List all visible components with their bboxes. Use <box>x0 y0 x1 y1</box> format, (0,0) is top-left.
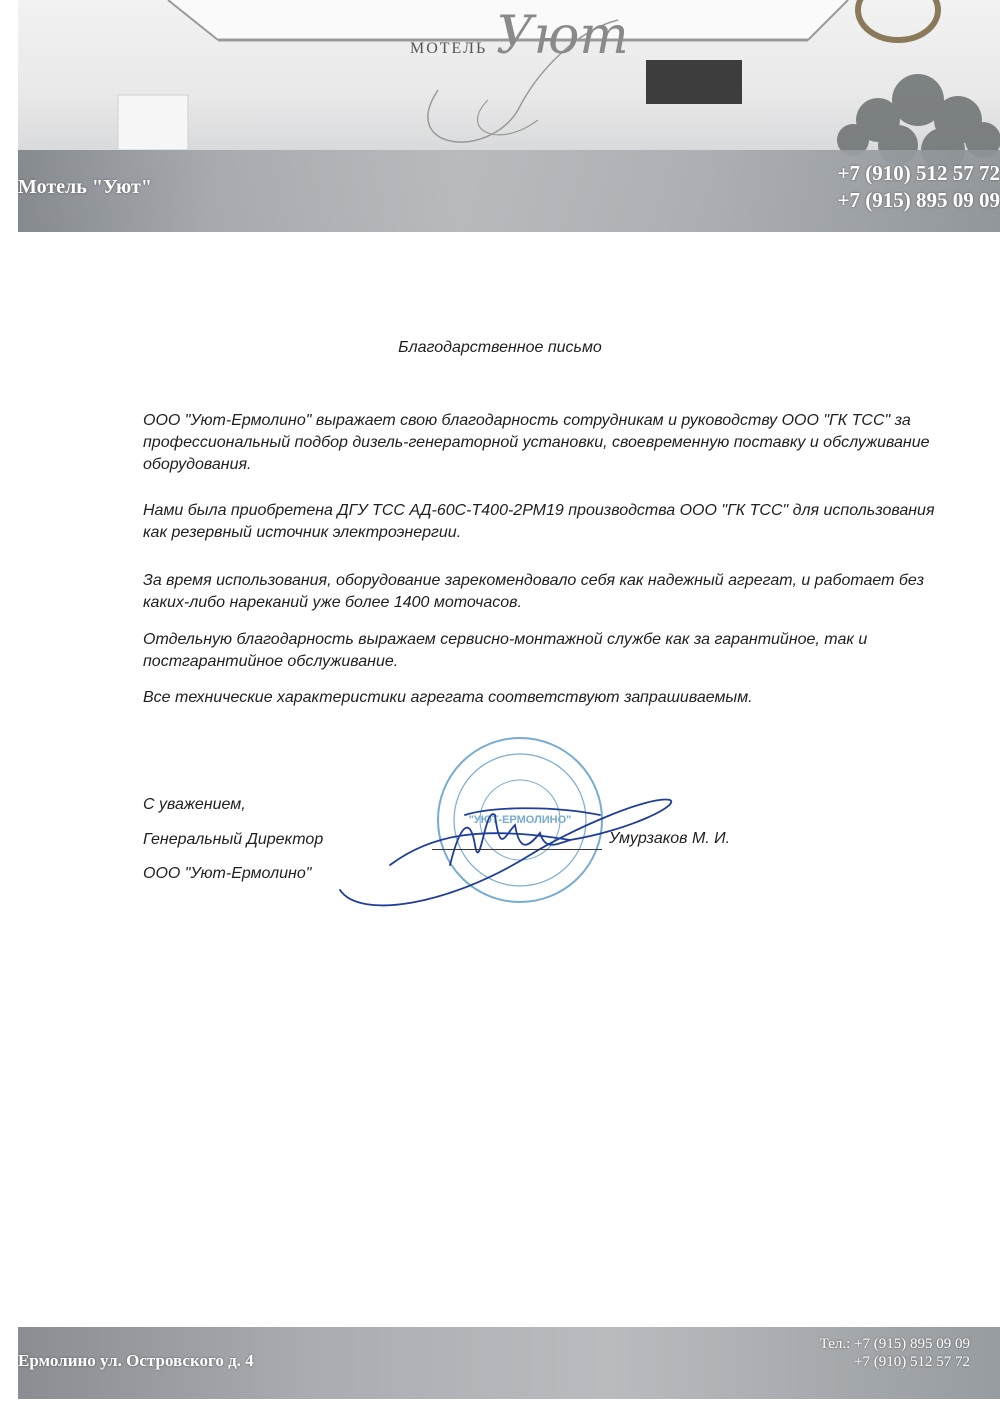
header-motel-name: Мотель "Уют" <box>18 176 152 198</box>
letter-paragraph: За время использования, оборудование зарекомендовало себя как надежный агрегат, и работает без каких-либо нареканий уже более 1400 моточасов. <box>143 572 925 611</box>
signer-company: ООО "Уют-Ермолино" <box>143 865 312 882</box>
signature-line <box>432 849 602 850</box>
letter-paragraph: ООО "Уют-Ермолино" выражает свою благодарность сотрудникам и руководству ООО "ГК ТСС" за профессиональный подбор дизель-генераторной установки, своевременную поставку и обслуживание оборудования. <box>143 412 930 473</box>
letter-paragraph: Нами была приобретена ДГУ ТСС АД-60С-Т400-2РМ19 производства ООО "ГК ТСС" для использования как резервный источник электроэнергии. <box>143 502 935 541</box>
signer-name: Умурзаков М. И. <box>609 830 731 847</box>
letter-title: Благодарственное письмо <box>398 339 602 356</box>
letter-paragraph: Отдельную благодарность выражаем сервисно-монтажной службе как за гарантийное, так и постгарантийное обслуживание. <box>143 631 868 670</box>
header-banner <box>18 0 1000 232</box>
footer-phone: +7 (910) 512 57 72 <box>854 1354 970 1370</box>
footer-address: Ермолино ул. Островского д. 4 <box>18 1351 254 1370</box>
motel-logo-word: МОТЕЛЬ <box>410 40 488 57</box>
letter-paragraph: Все технические характеристики агрегата соответствуют запрашиваемым. <box>143 689 753 706</box>
footer-phones <box>820 1335 970 1371</box>
svg-text:"УЮТ-ЕРМОЛИНО": "УЮТ-ЕРМОЛИНО" <box>468 814 572 826</box>
motel-logo-script: Уют <box>496 6 629 66</box>
header-phones <box>838 160 1000 214</box>
footer-banner <box>18 1327 1000 1399</box>
signer-position: Генеральный Директор <box>143 831 324 848</box>
footer-phone: Тел.: +7 (915) 895 09 09 <box>819 1336 970 1352</box>
closing-phrase: С уважением, <box>143 796 246 813</box>
header-phone: +7 (910) 512 57 72 <box>837 161 1000 185</box>
company-stamp-and-signature <box>330 715 710 925</box>
header-phone: +7 (915) 895 09 09 <box>837 188 1000 212</box>
